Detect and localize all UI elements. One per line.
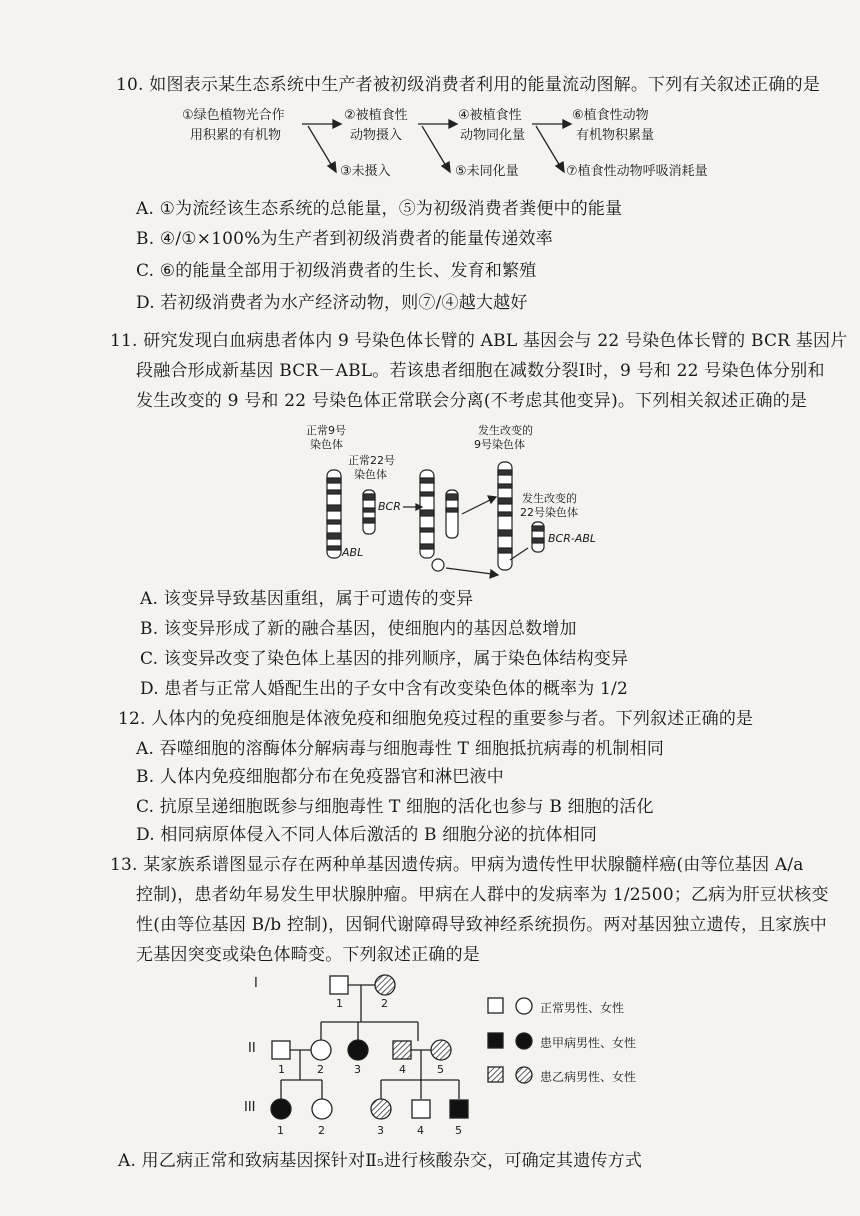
flow-node-5: ⑤未同化量	[455, 164, 519, 179]
q11-stem-3: 发生改变的 9 号和 22 号染色体正常联会分离(不考虑其他变异)。下列相关叙述正确的是	[136, 391, 808, 411]
q10-option-c[interactable]: C. ⑥的能量全部用于初级消费者的生长、发育和繁殖	[136, 261, 537, 281]
num-III-5: 5	[455, 1124, 462, 1137]
num-I-2: 2	[381, 997, 388, 1010]
q12-option-c[interactable]: C. 抗原呈递细胞既参与细胞毒性 T 细胞的活化也参与 B 细胞的活化	[136, 797, 654, 817]
q13-stem-4: 无基因突变或染色体畸变。下列叙述正确的是	[136, 945, 480, 965]
q11-option-c[interactable]: C. 该变异改变了染色体上基因的排列顺序，属于染色体结构变异	[140, 649, 629, 669]
pedigree-III-3	[371, 1099, 391, 1119]
q13-option-a[interactable]: A. 用乙病正常和致病基因探针对Ⅱ₅进行核酸杂交，可确定其遗传方式	[118, 1151, 643, 1171]
pedigree-II-5	[431, 1040, 451, 1060]
legend-a-female	[516, 1033, 532, 1049]
pedigree-II-2	[311, 1040, 331, 1060]
flow-node-2b: 动物摄入	[350, 128, 403, 143]
num-I-1: 1	[336, 997, 343, 1010]
legend-normal: 正常男性、女性	[540, 1001, 625, 1015]
pedigree-III-5	[450, 1100, 468, 1118]
num-III-1: 1	[277, 1124, 284, 1137]
q11-stem-1: 11. 研究发现白血病患者体内 9 号染色体长臂的 ABL 基因会与 22 号染色体长臂的 BCR 基因片	[110, 331, 848, 351]
num-III-3: 3	[377, 1124, 384, 1137]
generation-III: III	[244, 1100, 256, 1115]
generation-II: II	[248, 1041, 256, 1056]
q11-option-d[interactable]: D. 患者与正常人婚配生出的子女中含有改变染色体的概率为 1/2	[140, 679, 628, 699]
legend-b-female	[516, 1067, 532, 1083]
label-bcr-abl: BCR-ABL	[548, 532, 597, 545]
pedigree-III-2	[312, 1099, 332, 1119]
legend-a-male	[488, 1033, 503, 1048]
label-abl: ABL	[342, 546, 364, 559]
label-changed-9-b: 9号染色体	[474, 438, 525, 451]
num-II-1: 1	[278, 1063, 285, 1076]
flow-node-1a: ①绿色植物光合作	[182, 108, 285, 123]
pedigree-I-2	[375, 975, 395, 995]
num-II-3: 3	[354, 1063, 361, 1076]
label-normal-9-b: 染色体	[310, 438, 343, 451]
label-bcr: BCR	[378, 500, 401, 513]
q12-option-d[interactable]: D. 相同病原体侵入不同人体后激活的 B 细胞分泌的抗体相同	[136, 825, 598, 845]
num-II-2: 2	[317, 1063, 324, 1076]
flow-node-3: ③未摄入	[340, 164, 391, 179]
flow-node-2a: ②被植食性	[344, 108, 408, 123]
q10-option-d[interactable]: D. 若初级消费者为水产经济动物，则⑦/④越大越好	[136, 293, 528, 313]
num-III-2: 2	[318, 1124, 325, 1137]
label-changed-9-a: 发生改变的	[478, 424, 533, 437]
q10-option-b[interactable]: B. ④/①×100%为生产者到初级消费者的能量传递效率	[136, 229, 553, 249]
pedigree-III-4	[412, 1100, 430, 1118]
q10-option-a[interactable]: A. ①为流经该生态系统的总能量，⑤为初级消费者粪便中的能量	[136, 199, 623, 219]
chromosome-fragment	[432, 559, 444, 571]
legend-disease-a: 患甲病男性、女性	[540, 1036, 637, 1050]
q13-stem-3: 性(由等位基因 B/b 控制)，因铜代谢障碍导致神经系统损伤。两对基因独立遗传，且家族中	[136, 915, 827, 935]
num-II-4: 4	[399, 1063, 406, 1076]
q11-option-b[interactable]: B. 该变异形成了新的融合基因，使细胞内的基因总数增加	[140, 619, 577, 639]
label-normal-22-a: 正常22号	[348, 454, 395, 467]
q13-stem-2: 控制)，患者幼年易发生甲状腺肿瘤。甲病在人群中的发病率为 1/2500；乙病为肝豆状核变	[136, 885, 829, 905]
label-normal-9-a: 正常9号	[306, 424, 346, 437]
q11-option-a[interactable]: A. 该变异导致基因重组，属于可遗传的变异	[140, 589, 474, 609]
flow-node-6a: ⑥植食性动物	[572, 108, 649, 123]
legend-normal-female	[516, 998, 532, 1014]
q10-stem: 10. 如图表示某生态系统中生产者被初级消费者利用的能量流动图解。下列有关叙述正确的是	[116, 75, 821, 95]
flow-node-4a: ④被植食性	[458, 108, 522, 123]
legend-normal-male	[488, 998, 503, 1013]
pedigree-III-1	[271, 1099, 291, 1119]
flow-node-6b: 有机物积累量	[576, 128, 655, 143]
flow-node-1b: 用积累的有机物	[190, 128, 282, 143]
q12-stem: 12. 人体内的免疫细胞是体液免疫和细胞免疫过程的重要参与者。下列叙述正确的是	[118, 709, 754, 729]
legend-b-male	[488, 1067, 503, 1082]
flow-node-7: ⑦植食性动物呼吸消耗量	[566, 164, 708, 179]
label-changed-22-a: 发生改变的	[522, 492, 577, 505]
flow-node-4b: 动物同化量	[460, 128, 526, 143]
pedigree-I-1	[330, 976, 348, 994]
q12-option-a[interactable]: A. 吞噬细胞的溶酶体分解病毒与细胞毒性 T 细胞抵抗病毒的机制相同	[136, 739, 665, 759]
label-normal-22-b: 染色体	[354, 468, 387, 481]
pedigree-chart	[271, 975, 532, 1119]
legend-disease-b: 患乙病男性、女性	[540, 1070, 637, 1084]
pedigree-II-4	[393, 1041, 411, 1059]
q11-stem-2: 段融合形成新基因 BCR－ABL。若该患者细胞在减数分裂Ⅰ时，9 号和 22 号染色体分别和	[136, 361, 825, 381]
num-II-5: 5	[437, 1063, 444, 1076]
pedigree-II-3	[348, 1040, 368, 1060]
generation-I: I	[254, 976, 258, 991]
q12-option-b[interactable]: B. 人体内免疫细胞都分布在免疫器官和淋巴液中	[136, 767, 504, 787]
label-changed-22-b: 22号染色体	[520, 506, 578, 519]
num-III-4: 4	[417, 1124, 424, 1137]
q13-stem-1: 13. 某家族系谱图显示存在两种单基因遗传病。甲病为遗传性甲状腺髓样癌(由等位基因 A/a	[110, 855, 804, 875]
pedigree-II-1	[272, 1041, 290, 1059]
